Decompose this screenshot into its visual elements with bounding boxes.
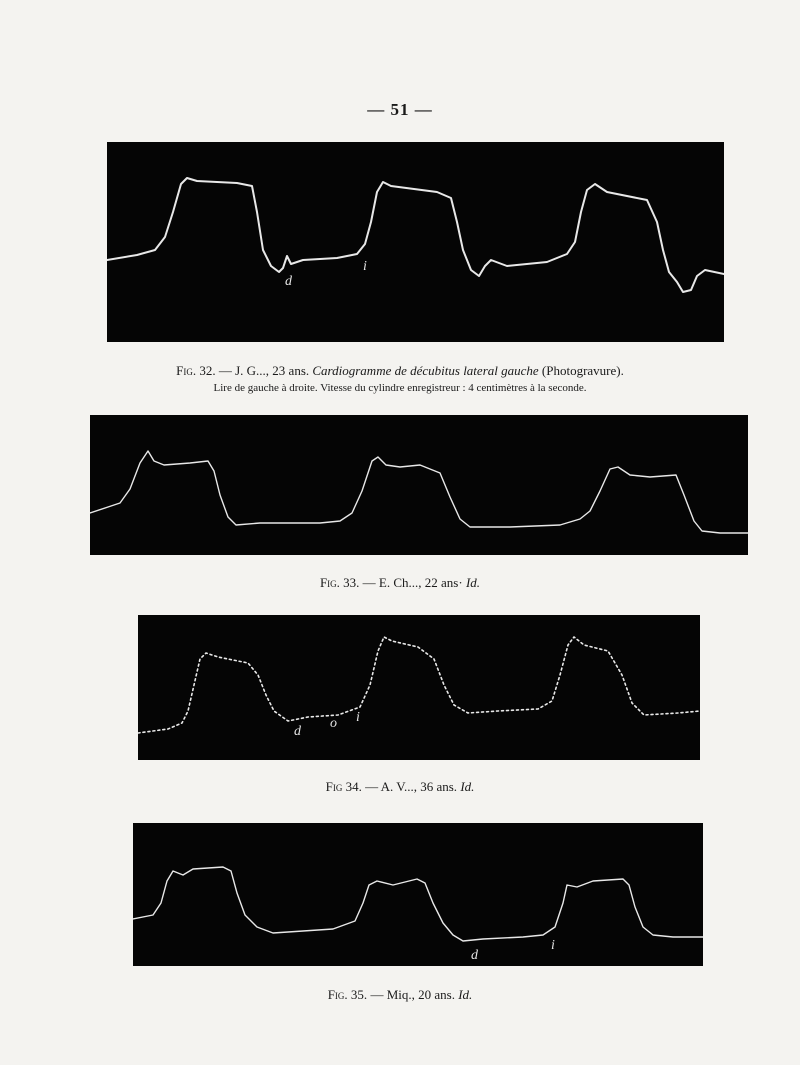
figure-subject: — J. G..., 23 ans. [218, 363, 310, 378]
figure-title: Id. [460, 779, 475, 794]
cardiogram-trace-fig32 [107, 142, 724, 342]
subcaption-fig32: Lire de gauche à droite. Vitesse du cylindre enregistreur : 4 centimètres à la seconde. [213, 382, 587, 394]
waveform-mark-i: i [356, 710, 360, 725]
cardiogram-plate-fig33 [90, 415, 748, 555]
cardiogram-plate-fig34 [138, 615, 700, 760]
trace-line [107, 178, 724, 292]
cardiogram-trace-fig35 [133, 823, 703, 966]
waveform-mark-d: d [294, 724, 301, 739]
caption-fig33 [0, 574, 800, 592]
figure-title: Id. [465, 575, 481, 590]
cardiogram-trace-fig33 [90, 415, 748, 555]
caption-fig35 [0, 986, 800, 1004]
figure-label: Fig. 33. [319, 575, 360, 590]
trace-line [138, 637, 700, 733]
cardiogram-plate-fig35 [133, 823, 703, 966]
waveform-mark-d: d [285, 274, 292, 289]
page-number: — 51 — [367, 100, 433, 119]
cardiogram-plate-fig32 [107, 142, 724, 342]
waveform-mark-o: o [330, 716, 337, 731]
figure-title: Id. [458, 987, 473, 1002]
figure-title-suffix: (Photogravure). [541, 363, 624, 378]
figure-title: Cardiogramme de décubitus lateral gauche [312, 363, 539, 378]
trace-line [133, 867, 703, 941]
caption-fig34 [0, 778, 800, 796]
figure-label: Fig 34. [325, 779, 362, 794]
figure-label: Fig. 35. [327, 987, 368, 1002]
cardiogram-trace-fig34 [138, 615, 700, 760]
trace-line [90, 451, 748, 533]
waveform-mark-i: i [551, 938, 555, 953]
figure-subject: — E. Ch..., 22 ans· [362, 575, 463, 590]
waveform-mark-i: i [363, 259, 367, 274]
waveform-mark-d: d [471, 948, 478, 963]
figure-label: Fig. 32. [176, 363, 216, 378]
figure-subject: — Miq., 20 ans. [370, 987, 455, 1002]
caption-fig32 [0, 362, 800, 380]
figure-subject: — A. V..., 36 ans. [365, 779, 458, 794]
